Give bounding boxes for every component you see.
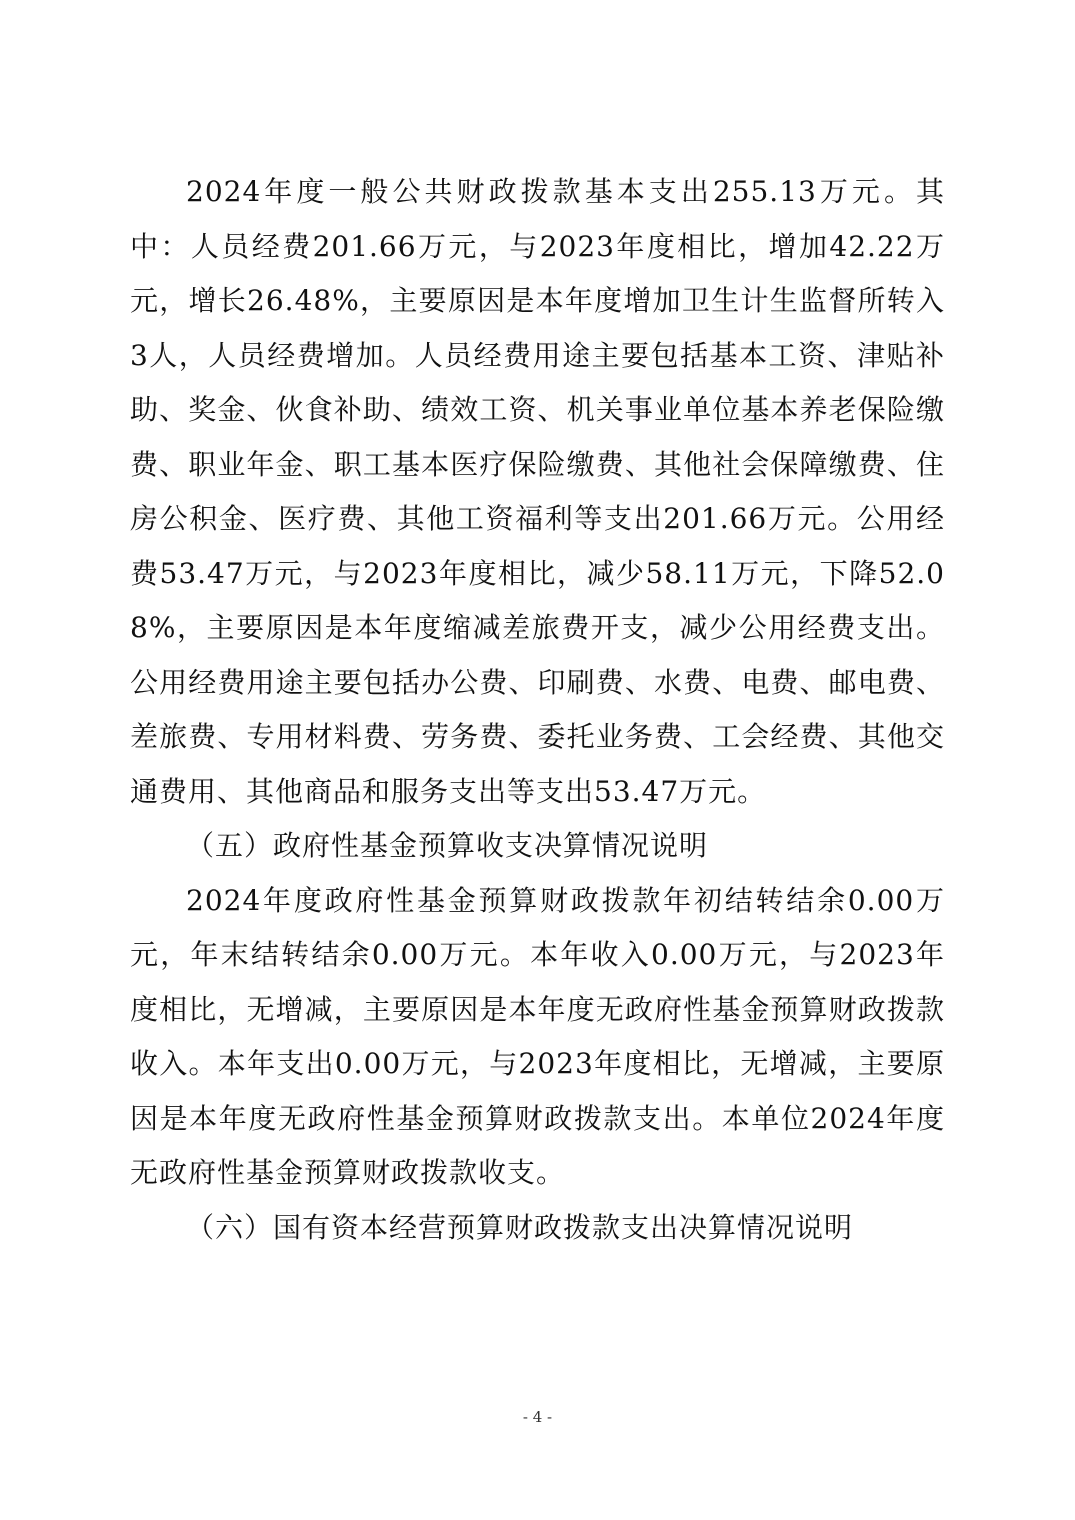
section-heading-state-capital: （六）国有资本经营预算财政拨款支出决算情况说明 bbox=[186, 1210, 854, 1244]
document-body bbox=[130, 165, 945, 1255]
section-heading-government-fund: （五）政府性基金预算收支决算情况说明 bbox=[186, 829, 709, 862]
page-number: - 4 - bbox=[522, 1408, 553, 1426]
paragraph-basic-expenditure: 2024年度一般公共财政拨款基本支出255.13万元。其中：人员经费201.66万元，与2023年度相比，增加42.22万元，增长26.48%，主要原因是本年度增加卫生计生监督所转入3人，人员经费增加。人员经费用途主要包括基本工资、津贴补助、奖金、伙食补助、绩效工资、机关事业单位基本养老保险缴费、职业年金、职工基本医疗保险缴费、其他社会保障缴费、住房公积金、医疗费、其他工资福利等支出201.66万元。公用经费53.47万元，与2023年度相比，减少58.11万元，下降52.08%，主要原因是本年度缩减差旅费开支，减少公用经费支出。公用经费用途主要包括办公费、印刷费、水费、电费、邮电费、差旅费、专用材料费、劳务费、委托业务费、工会经费、其他交通费用、其他商品和服务支出等支出53.47万元。 bbox=[130, 175, 945, 808]
paragraph-government-fund: 2024年度政府性基金预算财政拨款年初结转结余0.00万元，年末结转结余0.00万元。本年收入0.00万元，与2023年度相比，无增减，主要原因是本年度无政府性基金预算财政拨款收入。本年支出0.00万元，与2023年度相比，无增减，主要原因是本年度无政府性基金预算财政拨款支出。本单位2024年度无政府性基金预算财政拨款收支。 bbox=[130, 883, 945, 1189]
